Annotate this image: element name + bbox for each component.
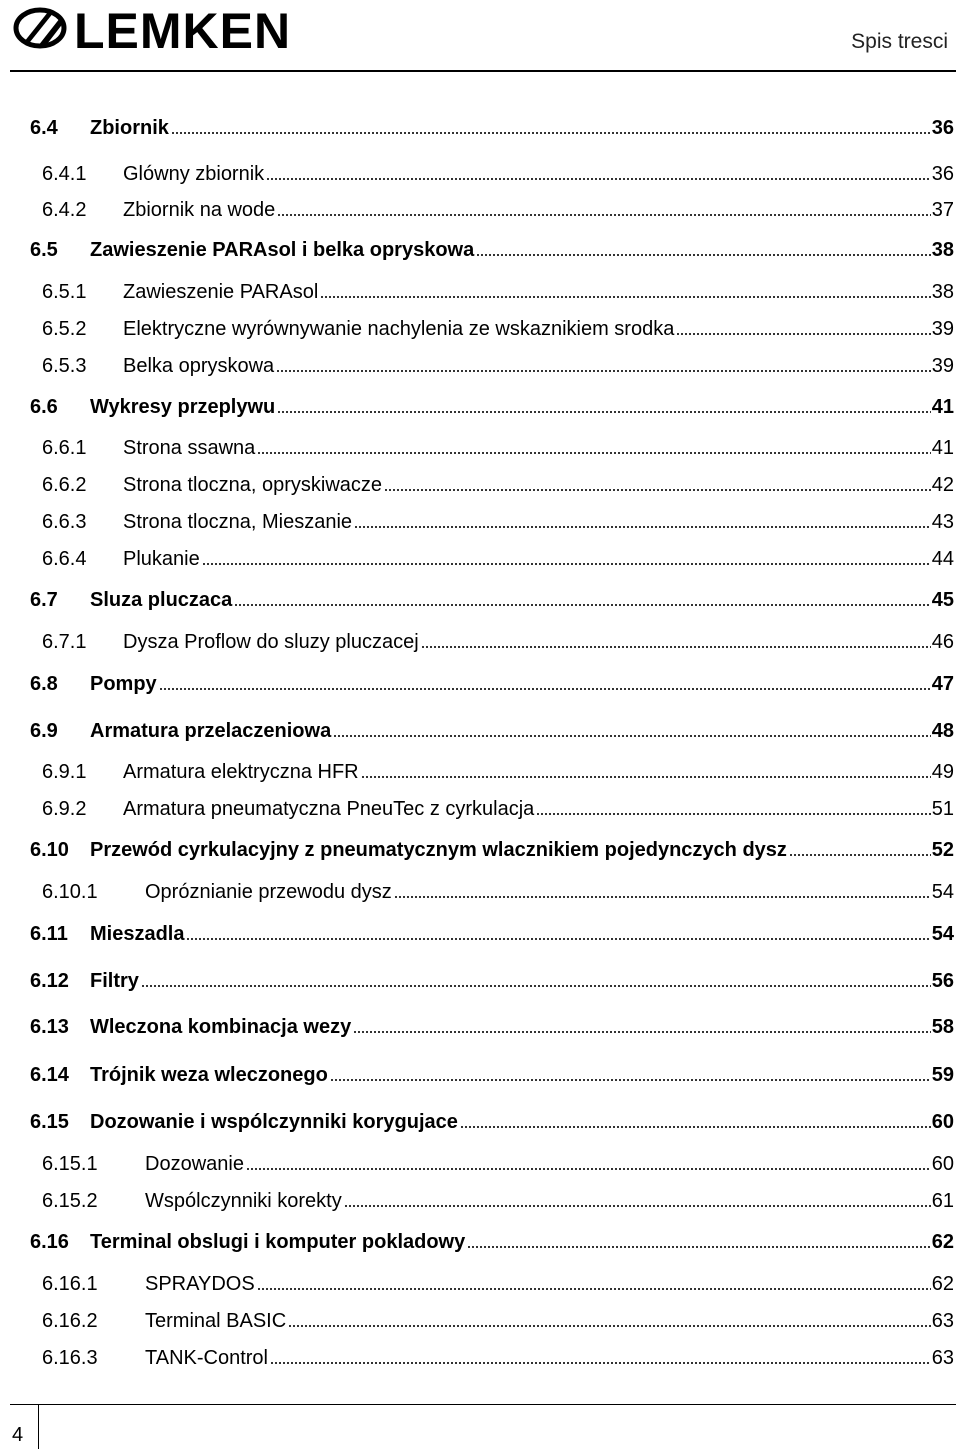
toc-entry-number: 6.7: [30, 589, 58, 611]
toc-entry-number: 6.14: [30, 1064, 69, 1086]
toc-entry-page: 62: [931, 1273, 954, 1295]
toc-entry[interactable]: [30, 876, 954, 904]
section-title: Spis tresci: [851, 30, 948, 53]
toc-entry[interactable]: [30, 834, 954, 862]
toc-dot-leader: [789, 853, 931, 857]
toc-dot-leader: [277, 213, 930, 217]
toc-entry-page: 46: [931, 631, 954, 653]
toc-entry-number: 6.10: [30, 839, 69, 861]
toc-entry-number: 6.8: [30, 673, 58, 695]
toc-dot-leader: [333, 734, 931, 738]
toc-entry-page: 54: [931, 881, 954, 903]
logo-wordmark: LEMKEN: [74, 3, 292, 56]
toc-entry-title: Strona tloczna, opryskiwacze: [123, 474, 383, 496]
toc-entry-title: Trójnik weza wleczonego: [90, 1064, 328, 1086]
toc-dot-leader: [277, 410, 930, 414]
toc-dot-leader: [186, 937, 930, 941]
toc-entry-title: SPRAYDOS: [145, 1273, 255, 1295]
toc-entry-number: 6.11: [30, 923, 68, 945]
toc-entry[interactable]: [30, 112, 954, 140]
toc-dot-leader: [421, 645, 931, 649]
toc-entry-number: 6.4.2: [42, 199, 87, 221]
toc-entry-page: 38: [931, 281, 954, 303]
toc-entry[interactable]: [30, 1148, 954, 1176]
toc-entry-number: 6.9: [30, 720, 58, 742]
toc-entry-title: Wykresy przeplywu: [90, 396, 276, 418]
toc-entry-page: 36: [931, 117, 954, 139]
toc-entry-number: 6.5.3: [42, 355, 87, 377]
toc-entry-page: 56: [931, 970, 954, 992]
toc-entry[interactable]: [30, 506, 954, 534]
toc-dot-leader: [276, 369, 931, 373]
toc-entry-page: 54: [931, 923, 954, 945]
toc-entry[interactable]: [30, 1106, 954, 1134]
toc-entry[interactable]: [30, 276, 954, 304]
toc-dot-leader: [141, 984, 931, 988]
toc-entry[interactable]: [30, 234, 954, 262]
toc-dot-leader: [257, 451, 930, 455]
toc-entry-title: Opróznianie przewodu dysz: [145, 881, 392, 903]
toc-entry-title: Wspólczynniki korekty: [145, 1190, 342, 1212]
toc-entry-number: 6.13: [30, 1016, 69, 1038]
toc-entry-title: Przewód cyrkulacyjny z pneumatycznym wlacznikiem pojedynczych dysz: [90, 839, 787, 861]
toc-entry-title: Elektryczne wyrównywanie nachylenia ze wskaznikiem srodka: [123, 318, 675, 340]
toc-entry-number: 6.12: [30, 970, 69, 992]
toc-dot-leader: [536, 812, 930, 816]
toc-entry-title: Terminal obslugi i komputer pokladowy: [90, 1231, 466, 1253]
toc-entry[interactable]: [30, 469, 954, 497]
toc-entry-number: 6.7.1: [42, 631, 87, 653]
toc-entry-page: 63: [931, 1310, 954, 1332]
toc-entry-page: 36: [931, 163, 954, 185]
toc-entry[interactable]: [30, 1268, 954, 1296]
toc-entry[interactable]: [30, 543, 954, 571]
toc-entry-title: Armatura przelaczeniowa: [90, 720, 332, 742]
toc-entry[interactable]: [30, 668, 954, 696]
toc-entry-number: 6.10.1: [42, 881, 98, 903]
toc-entry-page: 62: [931, 1231, 954, 1253]
toc-entry-page: 43: [931, 511, 954, 533]
toc-dot-leader: [266, 177, 931, 181]
toc-entry[interactable]: [30, 1305, 954, 1333]
toc-dot-leader: [159, 687, 931, 691]
toc-dot-leader: [234, 603, 930, 607]
toc-dot-leader: [320, 295, 930, 299]
footer-vertical-divider: [38, 1404, 39, 1449]
toc-entry[interactable]: [30, 626, 954, 654]
toc-entry-page: 59: [931, 1064, 954, 1086]
page-header: [0, 0, 960, 76]
toc-entry[interactable]: [30, 1011, 954, 1039]
toc-entry-page: 39: [931, 355, 954, 377]
toc-entry-page: 39: [931, 318, 954, 340]
toc-entry-title: Dozowanie i wspólczynniki korygujace: [90, 1111, 458, 1133]
toc-entry[interactable]: [30, 1059, 954, 1087]
toc-dot-leader: [467, 1245, 931, 1249]
toc-entry[interactable]: [30, 756, 954, 784]
toc-entry-title: Filtry: [90, 970, 139, 992]
toc-dot-leader: [288, 1324, 931, 1328]
toc-entry-page: 48: [931, 720, 954, 742]
toc-entry-title: Plukanie: [123, 548, 200, 570]
toc-entry-title: Zbiornik na wode: [123, 199, 276, 221]
toc-entry[interactable]: [30, 965, 954, 993]
page-number: 4: [12, 1424, 24, 1446]
toc-entry-number: 6.6.2: [42, 474, 87, 496]
toc-entry-number: 6.16.3: [42, 1347, 98, 1369]
toc-dot-leader: [353, 1030, 931, 1034]
toc-dot-leader: [202, 562, 931, 566]
toc-entry-title: Sluza pluczaca: [90, 589, 233, 611]
toc-dot-leader: [270, 1361, 931, 1365]
toc-entry-title: Pompy: [90, 673, 157, 695]
toc-dot-leader: [361, 775, 931, 779]
toc-entry-number: 6.15.1: [42, 1153, 98, 1175]
toc-entry-page: 37: [931, 199, 954, 221]
toc-entry-title: Belka opryskowa: [123, 355, 275, 377]
toc-entry[interactable]: [30, 918, 954, 946]
toc-entry-number: 6.6.4: [42, 548, 87, 570]
toc-entry-page: 41: [931, 396, 954, 418]
toc-dot-leader: [330, 1078, 931, 1082]
toc-entry-number: 6.4: [30, 117, 58, 139]
toc-entry-number: 6.9.2: [42, 798, 87, 820]
toc-entry-number: 6.15.2: [42, 1190, 98, 1212]
toc-entry-title: Zbiornik: [90, 117, 169, 139]
toc-entry[interactable]: [30, 194, 954, 222]
toc-dot-leader: [460, 1125, 931, 1129]
toc-dot-leader: [246, 1167, 931, 1171]
toc-entry-page: 58: [931, 1016, 954, 1038]
toc-entry-title: Strona ssawna: [123, 437, 256, 459]
toc-entry-title: Mieszadla: [90, 923, 185, 945]
toc-entry-page: 42: [931, 474, 954, 496]
toc-entry-title: Strona tloczna, Mieszanie: [123, 511, 353, 533]
toc-entry-title: Wleczona kombinacja wezy: [90, 1016, 352, 1038]
toc-entry[interactable]: [30, 584, 954, 612]
toc-dot-leader: [171, 131, 931, 135]
toc-entry-title: Armatura elektryczna HFR: [123, 761, 359, 783]
toc-entry-page: 60: [931, 1153, 954, 1175]
toc-entry-title: Zawieszenie PARAsol: [123, 281, 319, 303]
toc-entry-page: 45: [931, 589, 954, 611]
toc-entry-page: 44: [931, 548, 954, 570]
toc-entry-number: 6.4.1: [42, 163, 87, 185]
footer-divider: [10, 1404, 956, 1405]
toc-entry-number: 6.9.1: [42, 761, 87, 783]
toc-dot-leader: [476, 253, 931, 257]
toc-entry-page: 49: [931, 761, 954, 783]
toc-entry[interactable]: [30, 1342, 954, 1370]
toc-entry-title: Dozowanie: [145, 1153, 244, 1175]
toc-entry-page: 41: [931, 437, 954, 459]
toc-entry-title: Glówny zbiornik: [123, 163, 265, 185]
toc-entry[interactable]: [30, 313, 954, 341]
toc-dot-leader: [384, 488, 931, 492]
toc-entry[interactable]: [30, 1185, 954, 1213]
toc-entry-number: 6.16: [30, 1231, 69, 1253]
toc-dot-leader: [354, 525, 931, 529]
toc-entry-page: 47: [931, 673, 954, 695]
toc-entry[interactable]: [30, 432, 954, 460]
toc-dot-leader: [676, 332, 930, 336]
toc-entry-page: 60: [931, 1111, 954, 1133]
toc-entry-page: 38: [931, 239, 954, 261]
toc-entry-number: 6.6.3: [42, 511, 87, 533]
toc-entry-title: Dysza Proflow do sluzy pluczacej: [123, 631, 419, 653]
lemken-logo: [10, 2, 300, 56]
toc-entry-title: Zawieszenie PARAsol i belka opryskowa: [90, 239, 475, 261]
toc-entry-page: 52: [931, 839, 954, 861]
toc-entry[interactable]: [30, 1226, 954, 1254]
toc-entry-number: 6.5.1: [42, 281, 87, 303]
toc-entry-title: Armatura pneumatyczna PneuTec z cyrkulacja: [123, 798, 535, 820]
toc-entry-title: TANK-Control: [145, 1347, 268, 1369]
header-divider: [10, 70, 956, 72]
toc-entry-number: 6.15: [30, 1111, 69, 1133]
toc-entry-number: 6.5: [30, 239, 58, 261]
toc-entry[interactable]: [30, 350, 954, 378]
toc-entry-number: 6.5.2: [42, 318, 87, 340]
toc-entry-page: 63: [931, 1347, 954, 1369]
toc-entry-number: 6.6: [30, 396, 58, 418]
toc-entry[interactable]: [30, 793, 954, 821]
toc-entry[interactable]: [30, 158, 954, 186]
toc-entry-number: 6.16.2: [42, 1310, 98, 1332]
toc-entry[interactable]: [30, 391, 954, 419]
toc-dot-leader: [344, 1204, 931, 1208]
toc-entry-number: 6.16.1: [42, 1273, 98, 1295]
toc-entry-page: 61: [931, 1190, 954, 1212]
toc-dot-leader: [257, 1287, 931, 1291]
toc-dot-leader: [394, 895, 931, 899]
toc-entry[interactable]: [30, 715, 954, 743]
toc-entry-number: 6.6.1: [42, 437, 87, 459]
toc-entry-title: Terminal BASIC: [145, 1310, 287, 1332]
toc-entry-page: 51: [931, 798, 954, 820]
